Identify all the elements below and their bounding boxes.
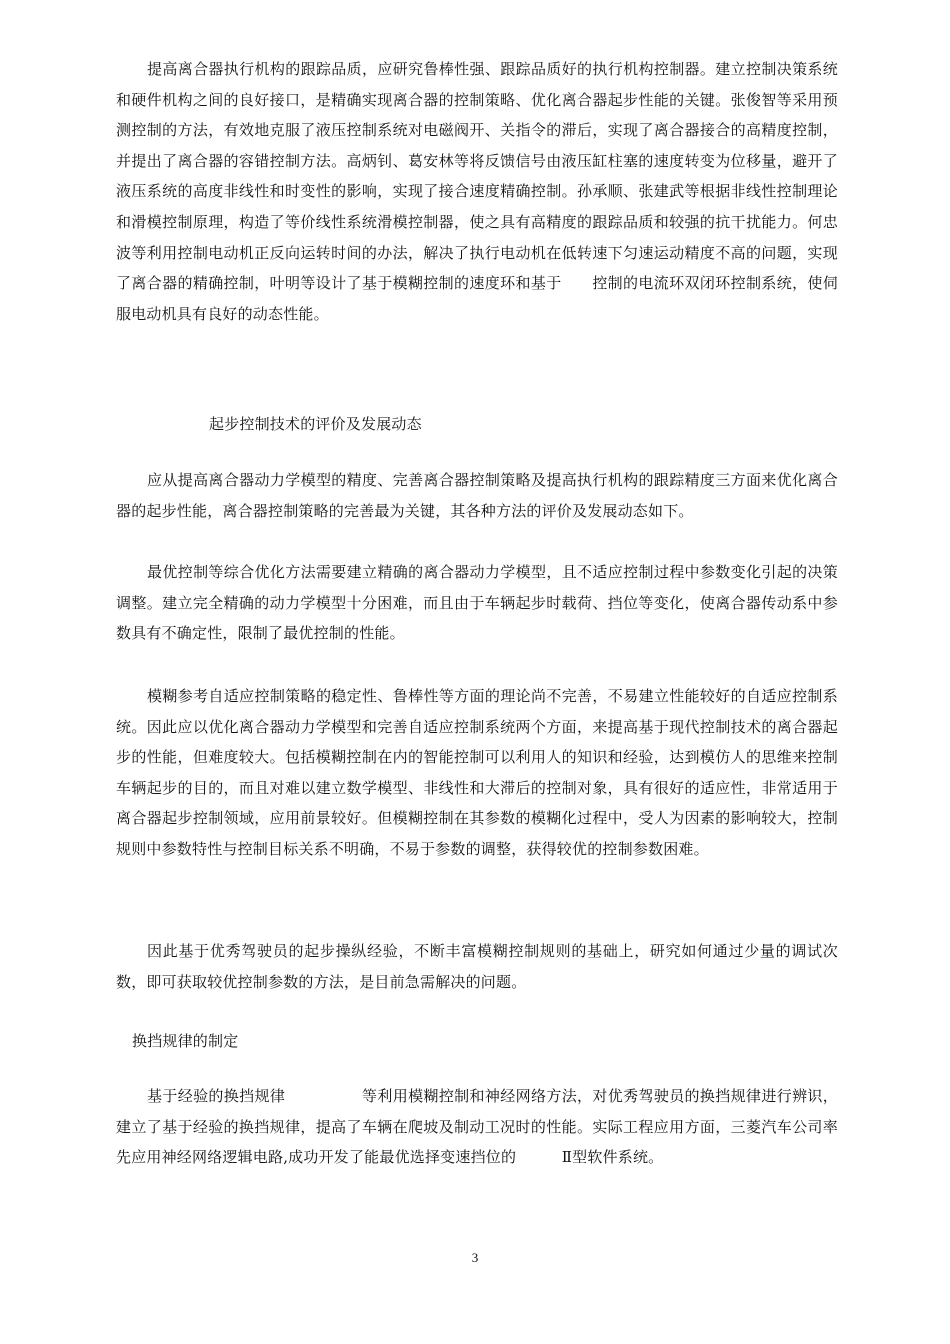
paragraph-shift-schedule: 基于经验的换挡规律 等利用模糊控制和神经网络方法，对优秀驾驶员的换挡规律进行辨识，建立了基于经验的换挡规律，提高了车辆在爬坡及制动工况时的性能。实际工程应用方面，三菱汽车公司率先应用神经网络逻辑电路,成功开发了能最优选择变速挡位的 Ⅱ型软件系统。 bbox=[116, 1087, 838, 1167]
paragraph-optimal-control: 最优控制等综合优化方法需要建立精确的离合器动力学模型，且不适应控制过程中参数变化引起的决策调整。建立完全精确的动力学模型十分困难，而且由于车辆起步时载荷、挡位等变化，使离合器传动系中参数具有不确定性，限制了最优控制的性能。 bbox=[116, 563, 838, 643]
paragraph-optimization-overview: 应从提高离合器动力学模型的精度、完善离合器控制策略及提高执行机构的跟踪精度三方面来优化离合器的起步性能，离合器控制策略的完善最为关键，其各种方法的评价及发展动态如下。 bbox=[116, 471, 838, 520]
section-heading: 起步控制技术的评价及发展动态 bbox=[209, 415, 422, 433]
paragraph-actuator-control: 提高离合器执行机构的跟踪品质，应研究鲁棒性强、跟踪品质好的执行机构控制器。建立控制决策系统和硬件机构之间的良好接口，是精确实现离合器的控制策略、优化离合器起步性能的关键。张俊智等采用预测控制的方法，有效地克服了液压控制系统对电磁阀开、关指令的滞后，实现了离合器接合的高精度控制，并提出了离合器的容错控制方法。高炳钊、葛安林等将反馈信号由液压缸柱塞的速度转变为位移量，避开了液压系统的高度非线性和时变性的影响，实现了接合速度精确控制。孙承顺、张建武等根据非线性控制理论和滑模控制原理，构造了等价线性系统滑模控制器，使之具有高精度的跟踪品质和较强的抗干扰能力。何忠波等利用控制电动机正反向运转时间的办法，解决了执行电动机在低转速下匀速运动精度不高的问题，实现了离合器的精确控制，叶明等设计了基于模糊控制的速度环和基于 控制的电流环双闭环控制系统，使伺服电动机具有良好的动态性能。 bbox=[116, 60, 838, 323]
subsection-heading: 换挡规律的制定 bbox=[132, 1032, 239, 1050]
paragraph-fuzzy-control: 模糊参考自适应控制策略的稳定性、鲁棒性等方面的理论尚不完善，不易建立性能较好的自适应控制系统。因此应以优化离合器动力学模型和完善自适应控制系统两个方面，来提高基于现代控制技术的离合器起步的性能，但难度较大。包括模糊控制在内的智能控制可以利用人的知识和经验，达到模仿人的思维来控制车辆起步的目的，而且对难以建立数学模型、非线性和大滞后的控制对象，具有很好的适应性，非常适用于离合器起步控制领域，应用前景较好。但模糊控制在其参数的模糊化过程中，受人为因素的影响较大，控制规则中参数特性与控制目标关系不明确，不易于参数的调整，获得较优的控制参数困难。 bbox=[116, 687, 838, 858]
page-number: 3 bbox=[471, 1250, 479, 1265]
paragraph-problem-statement: 因此基于优秀驾驶员的起步操纵经验，不断丰富模糊控制规则的基础上，研究如何通过少量的调试次数，即可获取较优控制参数的方法，是目前急需解决的问题。 bbox=[116, 942, 838, 991]
